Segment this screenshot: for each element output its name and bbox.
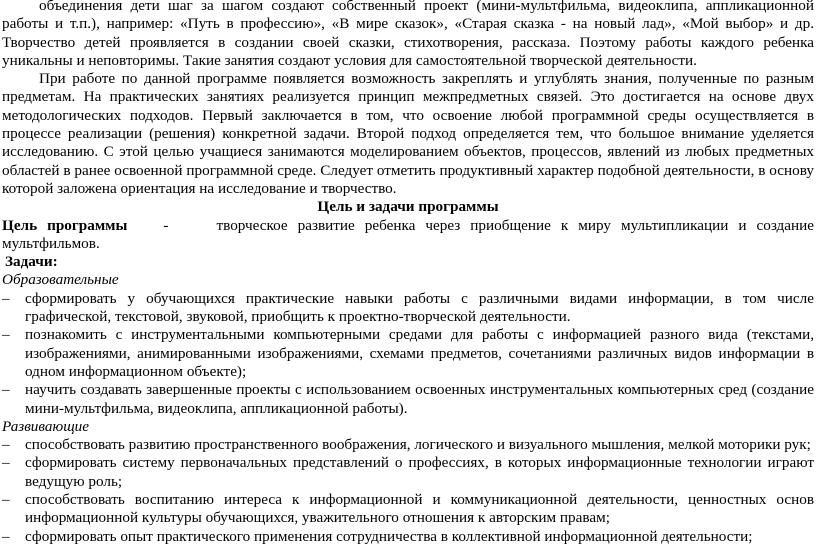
- section-title: Цель и задачи программы: [317, 198, 499, 216]
- category-developmental: Развивающие: [2, 417, 89, 435]
- tasks-heading: Задачи:: [5, 253, 58, 271]
- goal-text: творческое развитие ребенка через приобщение к миру мультипликации и создание мультфильмов.: [2, 216, 815, 252]
- dash-bullet: –: [2, 491, 10, 509]
- list-item: – сформировать систему первоначальных представлений о профессиях, в которых информационные технологии играют ведущую роль;: [2, 454, 814, 490]
- dash-bullet: –: [2, 289, 10, 307]
- category-educational: Образовательные: [2, 271, 119, 289]
- paragraph-projects: объединения дети шаг за шагом создают собственный проект (мини-мультфильма, видеоклипа, аппликационной работы и т.п.), например: «Путь в профессию», «В мире сказок», «Старая сказка - на новый лад», «Мой выбор» и др. Творчество детей проявляется в создании своей сказки, стихотворения, рассказа. Поэтому работы каждого ребенка уникальны и неповторимы. Такие занятия создают условия для самостоятельной творческой деятельности.: [2, 0, 814, 69]
- developmental-list: [2, 436, 814, 546]
- list-item: – познакомить с инструментальными компьютерными средами для работы с информацией разного вида (текстами, изображениями, анимированными изображениями, схемами предметов, сочетаниями различных видов информации в одном информационном объекте);: [2, 326, 814, 380]
- list-item: – научить создавать завершенные проекты с использованием освоенных инструментальных компьютерных сред (создание мини-мультфильма, видеоклипа, аппликационной работы).: [2, 381, 814, 417]
- educational-list: [2, 290, 814, 418]
- list-item: – способствовать развитию пространственного воображения, логического и визуального мышления, мелкой моторики рук;: [2, 436, 811, 454]
- paragraph-methods: При работе по данной программе появляется возможность закреплять и углублять знания, полученные по разным предметам. На практических занятиях реализуется принцип межпредметных связей. Это достигается на основе двух методологических подходов. Первый заключается в том, что освоение любой программной среды осуществляется в процессе реализации (решения) конкретной задачи. Второй подход определяется тем, что большое внимание уделяется исследованию. С этой целью учащиеся занимаются моделированием объектов, процессов, явлений из любых предметных областей в ранее освоенной программной среде. Следует отметить продуктивный характер подобной деятельности, в основу которой заложена ориентация на исследование и творчество.: [2, 70, 814, 197]
- dash-bullet: –: [2, 326, 10, 344]
- dash-bullet: –: [2, 381, 10, 399]
- list-item: – способствовать воспитанию интереса к информационной и коммуникационной деятельности, ценностных основ информационной культуры обучающихся, уважительного отношения к авторским правам;: [2, 491, 814, 527]
- dash-bullet: –: [2, 454, 10, 472]
- goal-separator: -: [163, 216, 169, 234]
- document-page: [2, 0, 814, 546]
- goal-label: Цель программы: [2, 216, 128, 234]
- dash-bullet: –: [2, 436, 10, 454]
- program-goal: [2, 217, 814, 254]
- list-item: – сформировать у обучающихся практические навыки работы с различными видами информации, в том числе графической, текстовой, звуковой, приобщить к проектно-творческой деятельности.: [2, 289, 814, 326]
- dash-bullet: –: [2, 527, 10, 545]
- list-item: – сформировать опыт практического применения сотрудничества в коллективной информационной деятельности;: [2, 527, 753, 545]
